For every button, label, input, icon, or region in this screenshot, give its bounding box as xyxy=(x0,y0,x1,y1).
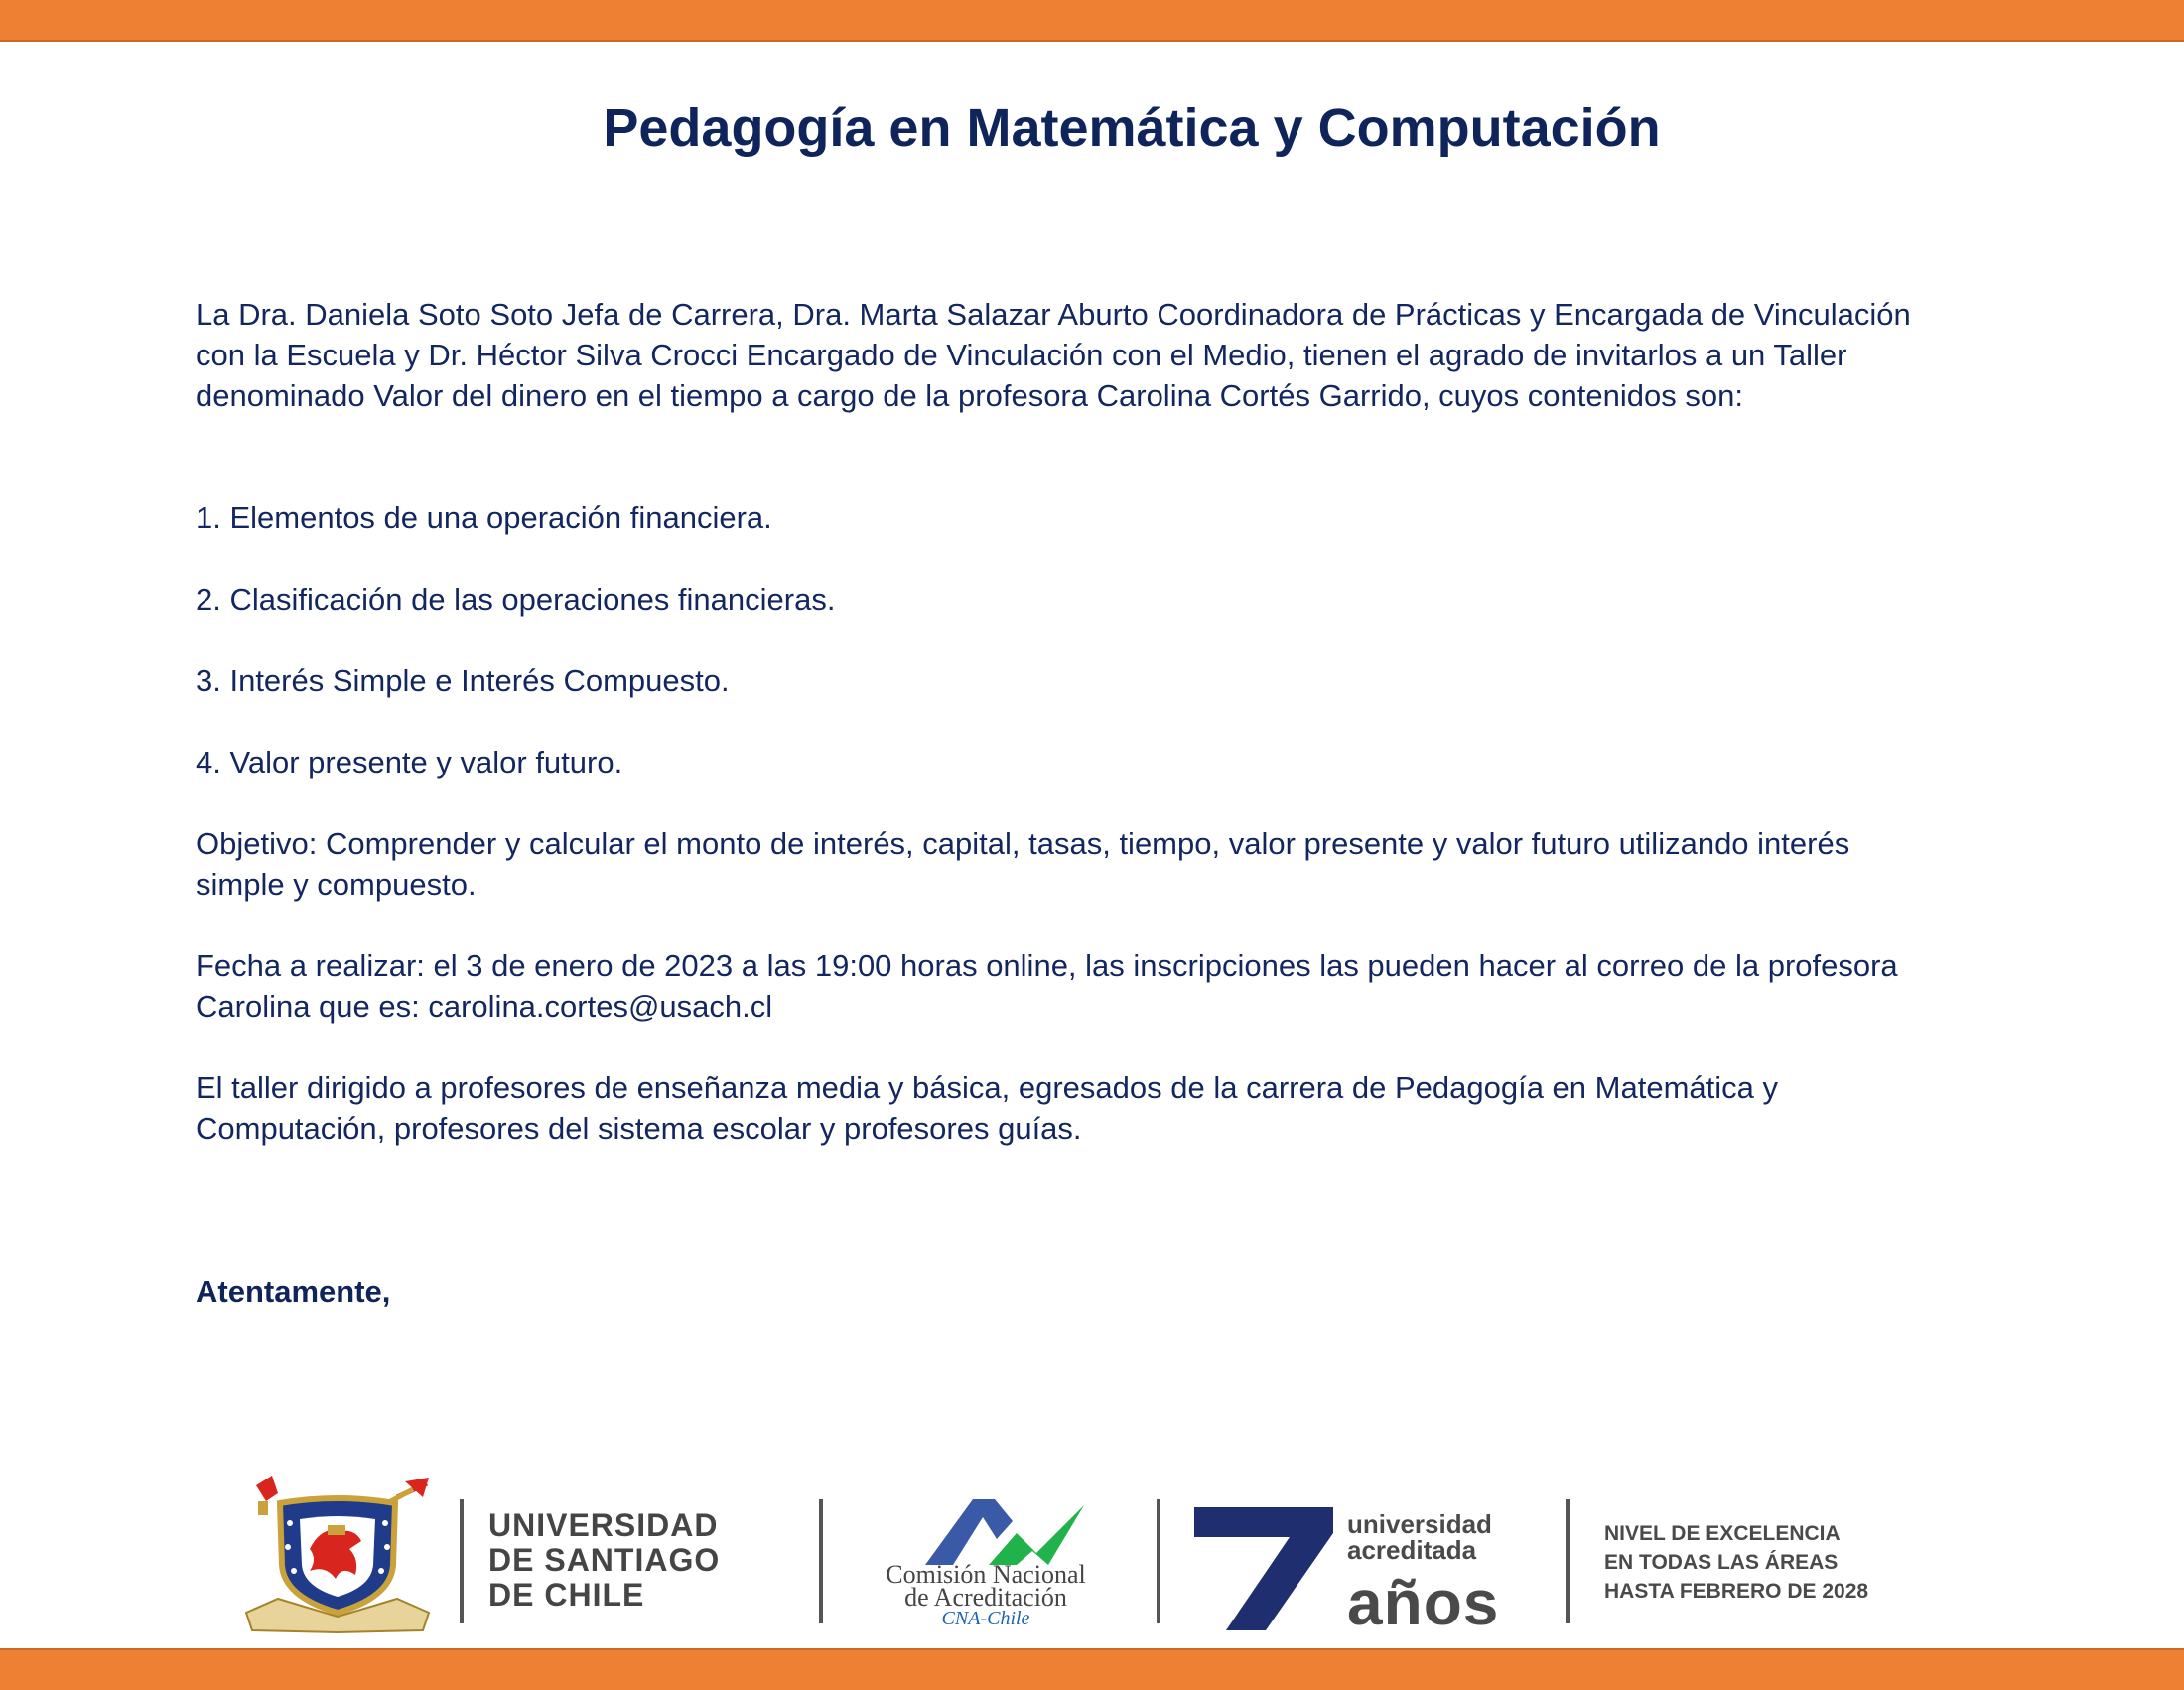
svg-text:7: 7 xyxy=(1194,1507,1195,1508)
content-item: 4. Valor presente y valor futuro. xyxy=(196,745,623,779)
divider xyxy=(1566,1499,1570,1623)
seven-years-numeral xyxy=(1194,1507,1333,1630)
content-item: 2. Clasificación de las operaciones financieras. xyxy=(196,582,836,617)
audience-line: El taller dirigido a profesores de enseñanza media y básica, egresados de la carrera de Pedagogía en Matemática y xyxy=(196,1070,1778,1105)
top-orange-bar xyxy=(0,0,2184,42)
intro-line: con la Escuela y Dr. Héctor Silva Crocci Encargado de Vinculación con el Medio, tienen el agrado de invitarlos a un Taller xyxy=(196,338,1847,372)
usach-name: UNIVERSIDAD DE SANTIAGO DE CHILE xyxy=(488,1507,721,1613)
page-title: Pedagogía en Matemática y Computación xyxy=(603,98,1661,158)
divider xyxy=(819,1499,823,1623)
footer-logos xyxy=(0,1460,2184,1638)
content-item: 1. Elementos de una operación financiera. xyxy=(196,500,772,535)
divider xyxy=(460,1499,464,1623)
intro-line: La Dra. Daniela Soto Soto Jefa de Carrera, Dra. Marta Salazar Aburto Coordinadora de Prácticas y Encargada de Vinculación xyxy=(196,297,1911,332)
divider xyxy=(1157,1499,1160,1623)
closing-text: Atentamente, xyxy=(196,1274,391,1309)
content-item: 3. Interés Simple e Interés Compuesto. xyxy=(196,663,730,698)
cna-name: Comisión Nacional de Acreditación CNA-Chile xyxy=(886,1560,1086,1629)
cna-logo-icon xyxy=(925,1499,1084,1567)
intro-line: denominado Valor del dinero en el tiempo a cargo de la profesora Carolina Cortés Garrido, cuyos contenidos son: xyxy=(196,378,1743,413)
date-line: Fecha a realizar: el 3 de enero de 2023 a las 19:00 horas online, las inscripciones las pueden hacer al correo de la profesora xyxy=(196,948,1898,983)
accreditation-text: universidad acreditada años xyxy=(1347,1509,1500,1638)
excellence-text: NIVEL DE EXCELENCIA EN TODAS LAS ÁREAS HASTA FEBRERO DE 2028 xyxy=(1604,1522,1869,1603)
objective-line: simple y compuesto. xyxy=(196,867,477,902)
audience-line: Computación, profesores del sistema escolar y profesores guías. xyxy=(196,1111,1082,1146)
letter-body xyxy=(196,294,2082,1312)
date-line: Carolina que es: carolina.cortes@usach.cl xyxy=(196,989,773,1024)
bottom-orange-bar xyxy=(0,1648,2184,1690)
objective-line: Objetivo: Comprender y calcular el monto de interés, capital, tasas, tiempo, valor presente y valor futuro utilizando interés xyxy=(196,826,1850,861)
university-crest-icon xyxy=(238,1468,437,1636)
